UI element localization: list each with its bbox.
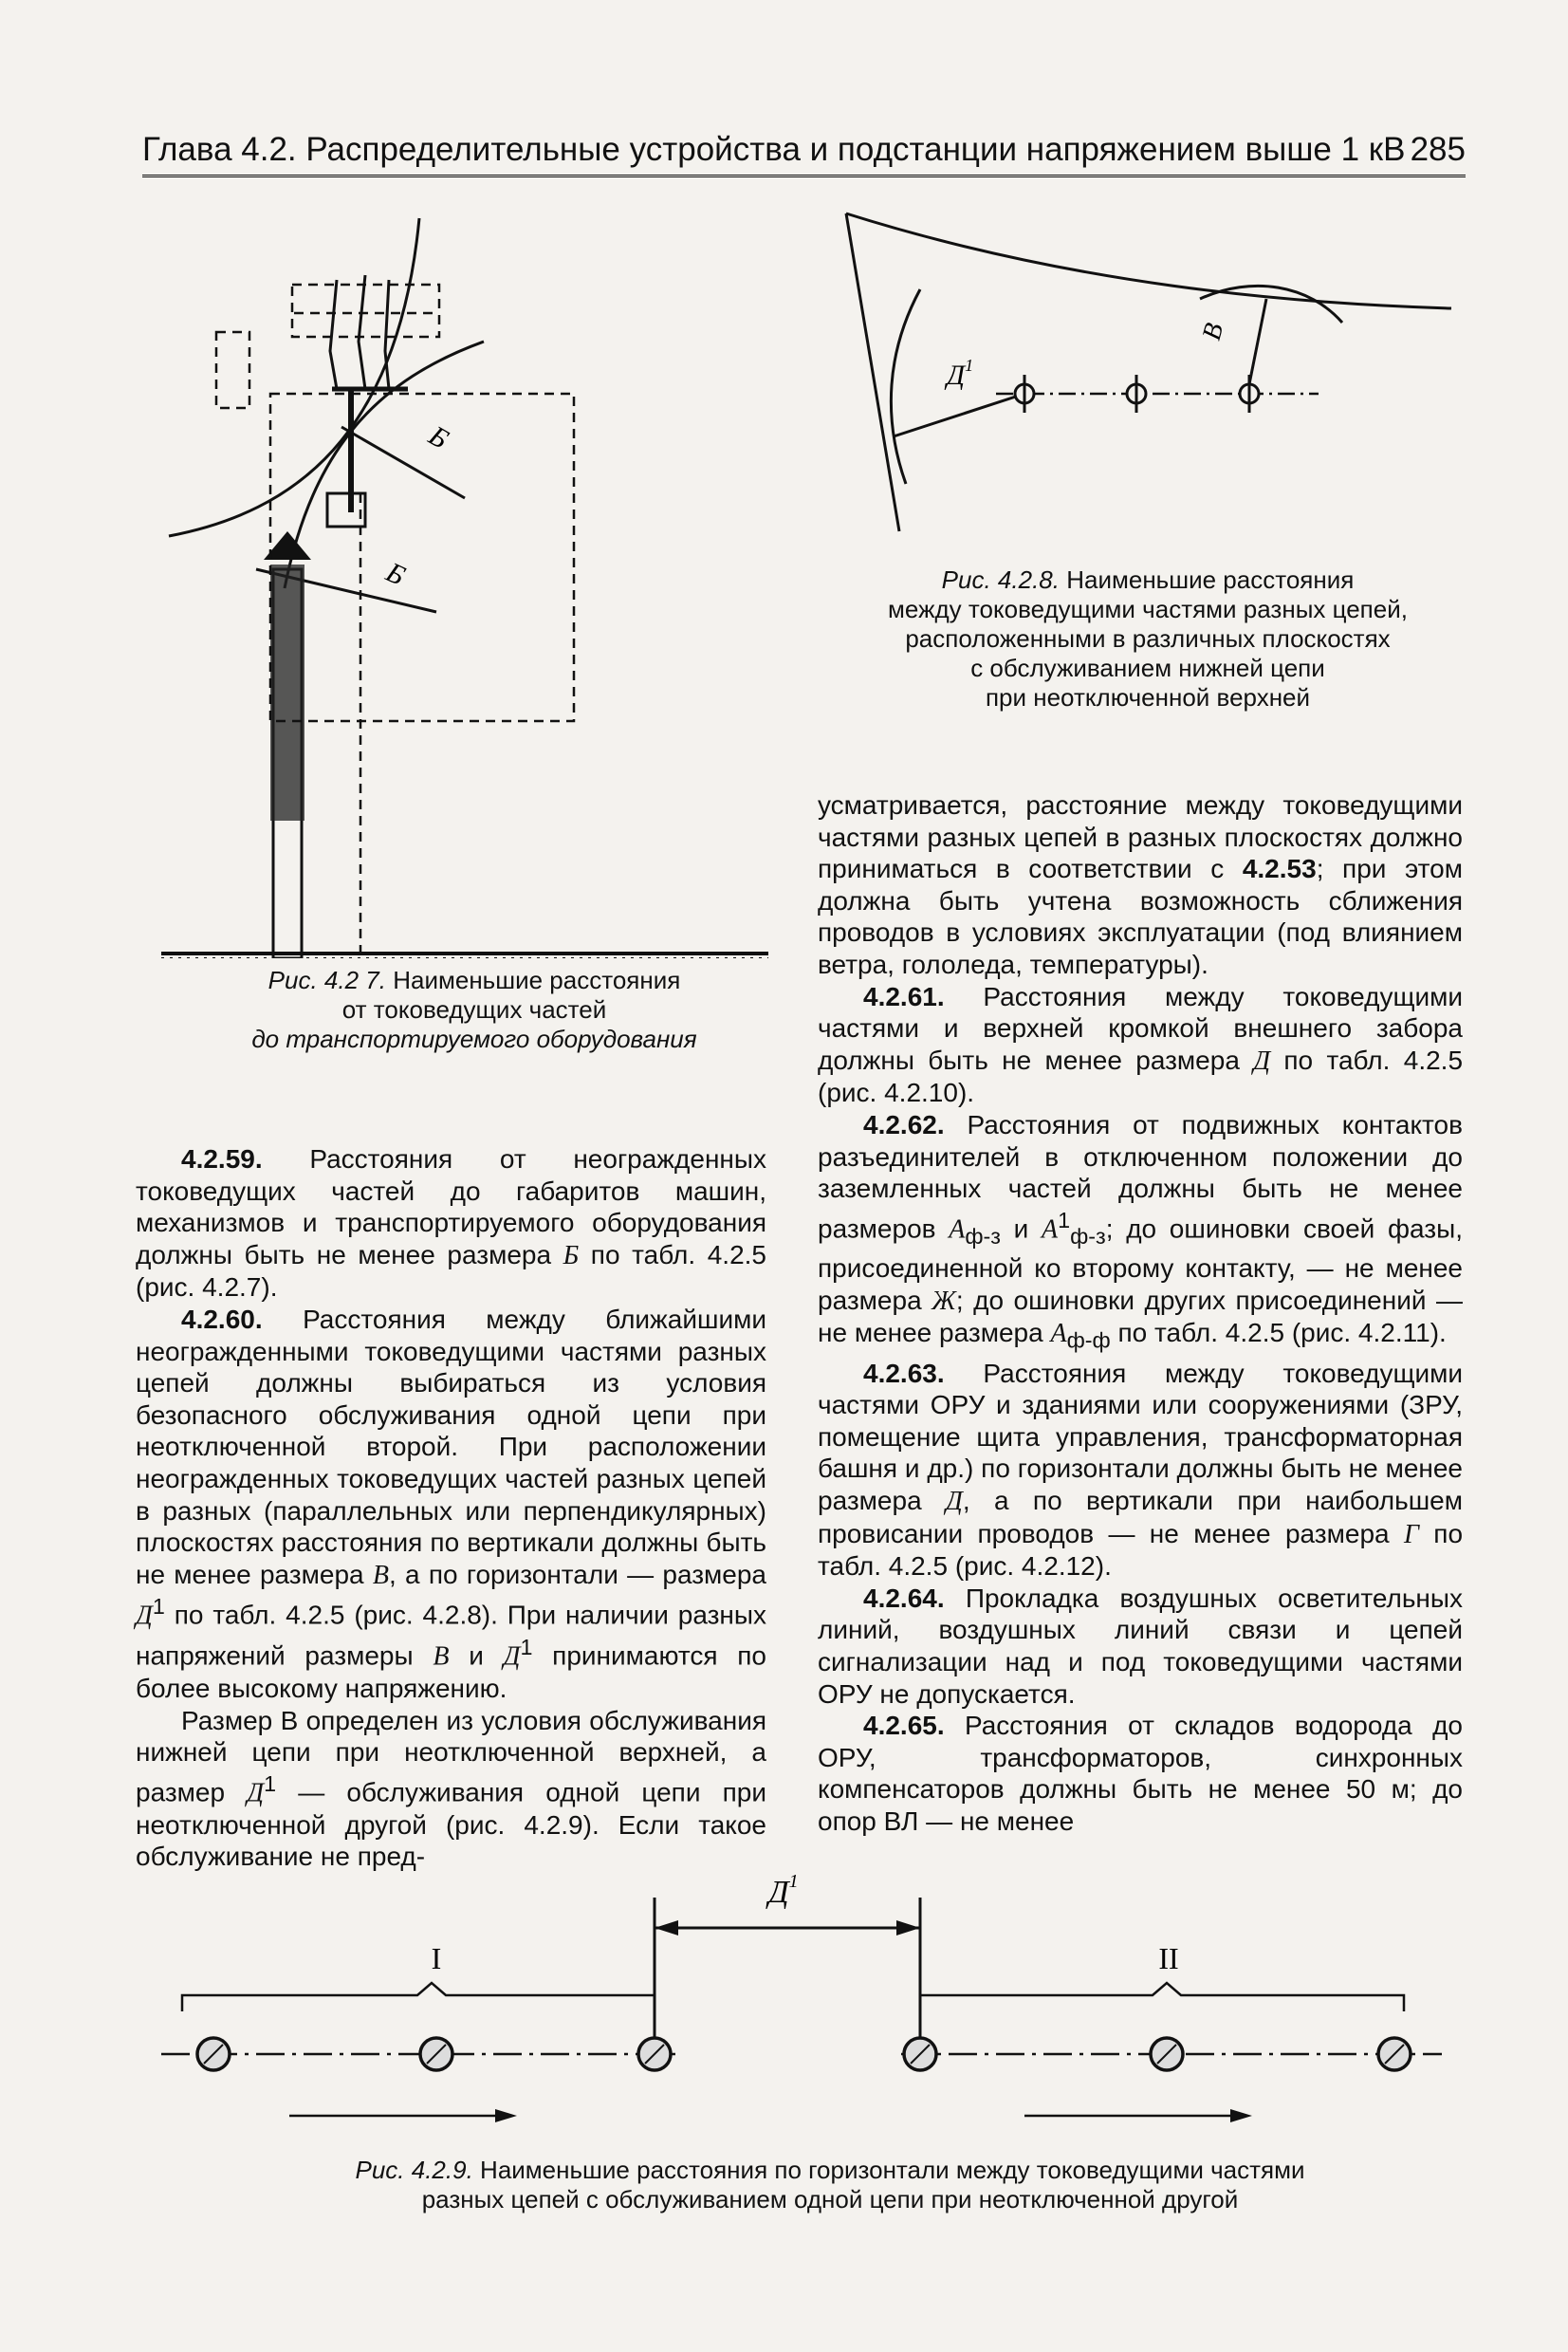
caption-label: Рис. 4.2.9. bbox=[355, 2156, 473, 2184]
paragraph-4-2-64: 4.2.64. Прокладка воздушных осветительных линий, воздушных линий связи и цепей сигнализации над и под токоведущими частями ОРУ не допускается. bbox=[818, 1583, 1463, 1709]
vertical-support bbox=[846, 213, 899, 531]
upper-wire bbox=[846, 213, 1451, 308]
transported-equipment bbox=[216, 285, 574, 958]
arc-d1 bbox=[891, 289, 920, 484]
figure-4-2-7 bbox=[161, 209, 768, 958]
arc-v bbox=[1200, 286, 1342, 323]
label-d1: $Д^1$ bbox=[947, 356, 974, 391]
chapter-title: Глава 4.2. Распределительные устройства и подстанции напряжением выше 1 кВ bbox=[142, 131, 1406, 168]
figure-4-2-9 bbox=[161, 1860, 1470, 2125]
paragraph-continued: усматривается, расстояние между токоведущими частями разных цепей в разных плоскостях должно приниматься в соответствии с 4.2.53; при этом должна быть учтена возможность сближения проводов в условиях эксплуатации (под влиянием ветра, гололеда, температуры). bbox=[818, 790, 1464, 979]
clearance-arc-outer bbox=[169, 218, 419, 536]
brace-circuit-2 bbox=[920, 1983, 1404, 2011]
arrow-left bbox=[655, 1920, 678, 1935]
paragraph-4-2-61: 4.2.61. Расстояния между токоведущими частями и верхней кромкой внешнего забора должны быть не менее размера Д по табл. 4.2.5 (рис. 4.2.10). bbox=[818, 981, 1464, 1108]
label-circuit-1: I bbox=[431, 1941, 442, 1975]
page-number: 285 bbox=[1410, 131, 1466, 168]
left-text-column bbox=[136, 1143, 766, 1873]
caption-label: Рис. 4.2.8. bbox=[941, 565, 1060, 594]
right-text-column bbox=[818, 789, 1463, 1838]
caption-label: Рис. 4.2 7. bbox=[267, 966, 386, 994]
label-d1: $Д^1$ bbox=[768, 1871, 799, 1910]
page-header bbox=[142, 131, 1466, 177]
figure-4-2-8 bbox=[835, 199, 1480, 541]
label-b-lower: Б bbox=[381, 556, 411, 592]
insulator-column bbox=[264, 531, 311, 958]
caption-fig-4-2-8: Рис. 4.2.8. Наименьшие расстояния между токоведущими частями разных цепей, расположенными в различных плоскостях с обслуживанием нижней цепи при неотключенной верхней bbox=[888, 565, 1408, 712]
dimension-line-d1 bbox=[894, 394, 1024, 436]
paragraph-4-2-62: 4.2.62. Расстояния от подвижных контактов разъединителей в отключенном положении до заземленных частей должны быть не менее размеров $А_{ф-з}$ и $А^1_{ф-з}$; до ошиновки своей фазы, присоединенной ко второму контакту, — не менее размера Ж; до ошиновки других присоединений — не менее размера $А_{ф-ф}$ по табл. 4.2.5 (рис. 4.2.11). bbox=[818, 1109, 1464, 1354]
label-circuit-2: II bbox=[1158, 1941, 1179, 1975]
dimension-line-v bbox=[1249, 299, 1266, 384]
caption-fig-4-2-9: Рис. 4.2.9. Наименьшие расстояния по горизонтали между токоведущими частями разных цепей с обслуживанием одной цепи при неотключенной другой bbox=[355, 2156, 1305, 2213]
arrow-right bbox=[896, 1920, 920, 1935]
paragraph-4-2-60: 4.2.60. Расстояния между ближайшими неогражденными токоведущими частями разных цепей должны выбираться из условия безопасного обслуживания одной цепи при неотключенной второй. При расположении неогражденных токоведущих частей разных цепей в разных (параллельных или перпендикулярных) плоскостях расстояния по вертикали должны быть не менее размера В, а по горизонтали — размера $Д^1$ по табл. 4.2.5 (рис. 4.2.8). При наличии разных напряжений размеры В и $Д^1$ принимаются по более высокому напряжению. bbox=[136, 1304, 767, 1704]
paragraph-4-2-65: 4.2.65. Расстояния от складов водорода до ОРУ, трансформаторов, синхронных компенсаторов должны быть не менее 50 м; до опор ВЛ — не менее bbox=[818, 1711, 1463, 1836]
label-v: В bbox=[1196, 320, 1230, 343]
paragraph-4-2-59: 4.2.59. Расстояния от неогражденных токоведущих частей до габаритов машин, механизмов и транспортируемого оборудования должны быть не менее размера Б по табл. 4.2.5 (рис. 4.2.7). bbox=[136, 1144, 767, 1303]
clearance-arc-inner bbox=[285, 342, 484, 588]
paragraph-4-2-63: 4.2.63. Расстояния между токоведущими частями ОРУ и зданиями или сооружениями (ЗРУ, помещение щита управления, трансформаторная башня и др.) по горизонтали должны быть не менее размера Д, а по вертикали при наибольшем провисании проводов — не менее размера Г по табл. 4.2.5 (рис. 4.2.12). bbox=[818, 1358, 1464, 1582]
brace-circuit-1 bbox=[182, 1983, 655, 2011]
label-b-upper: Б bbox=[423, 419, 454, 455]
caption-fig-4-2-7: Рис. 4.2 7. Наименьшие расстояния от токоведущих частей до транспортируемого оборудования bbox=[251, 966, 697, 1053]
paragraph-size-v: Размер В определен из условия обслуживания нижней цепи при неотключенной верхней, а размер $Д^1$ — обслуживания одной цепи при неотключенной другой (рис. 4.2.9). Если такое обслуживание не пред- bbox=[136, 1705, 767, 1872]
